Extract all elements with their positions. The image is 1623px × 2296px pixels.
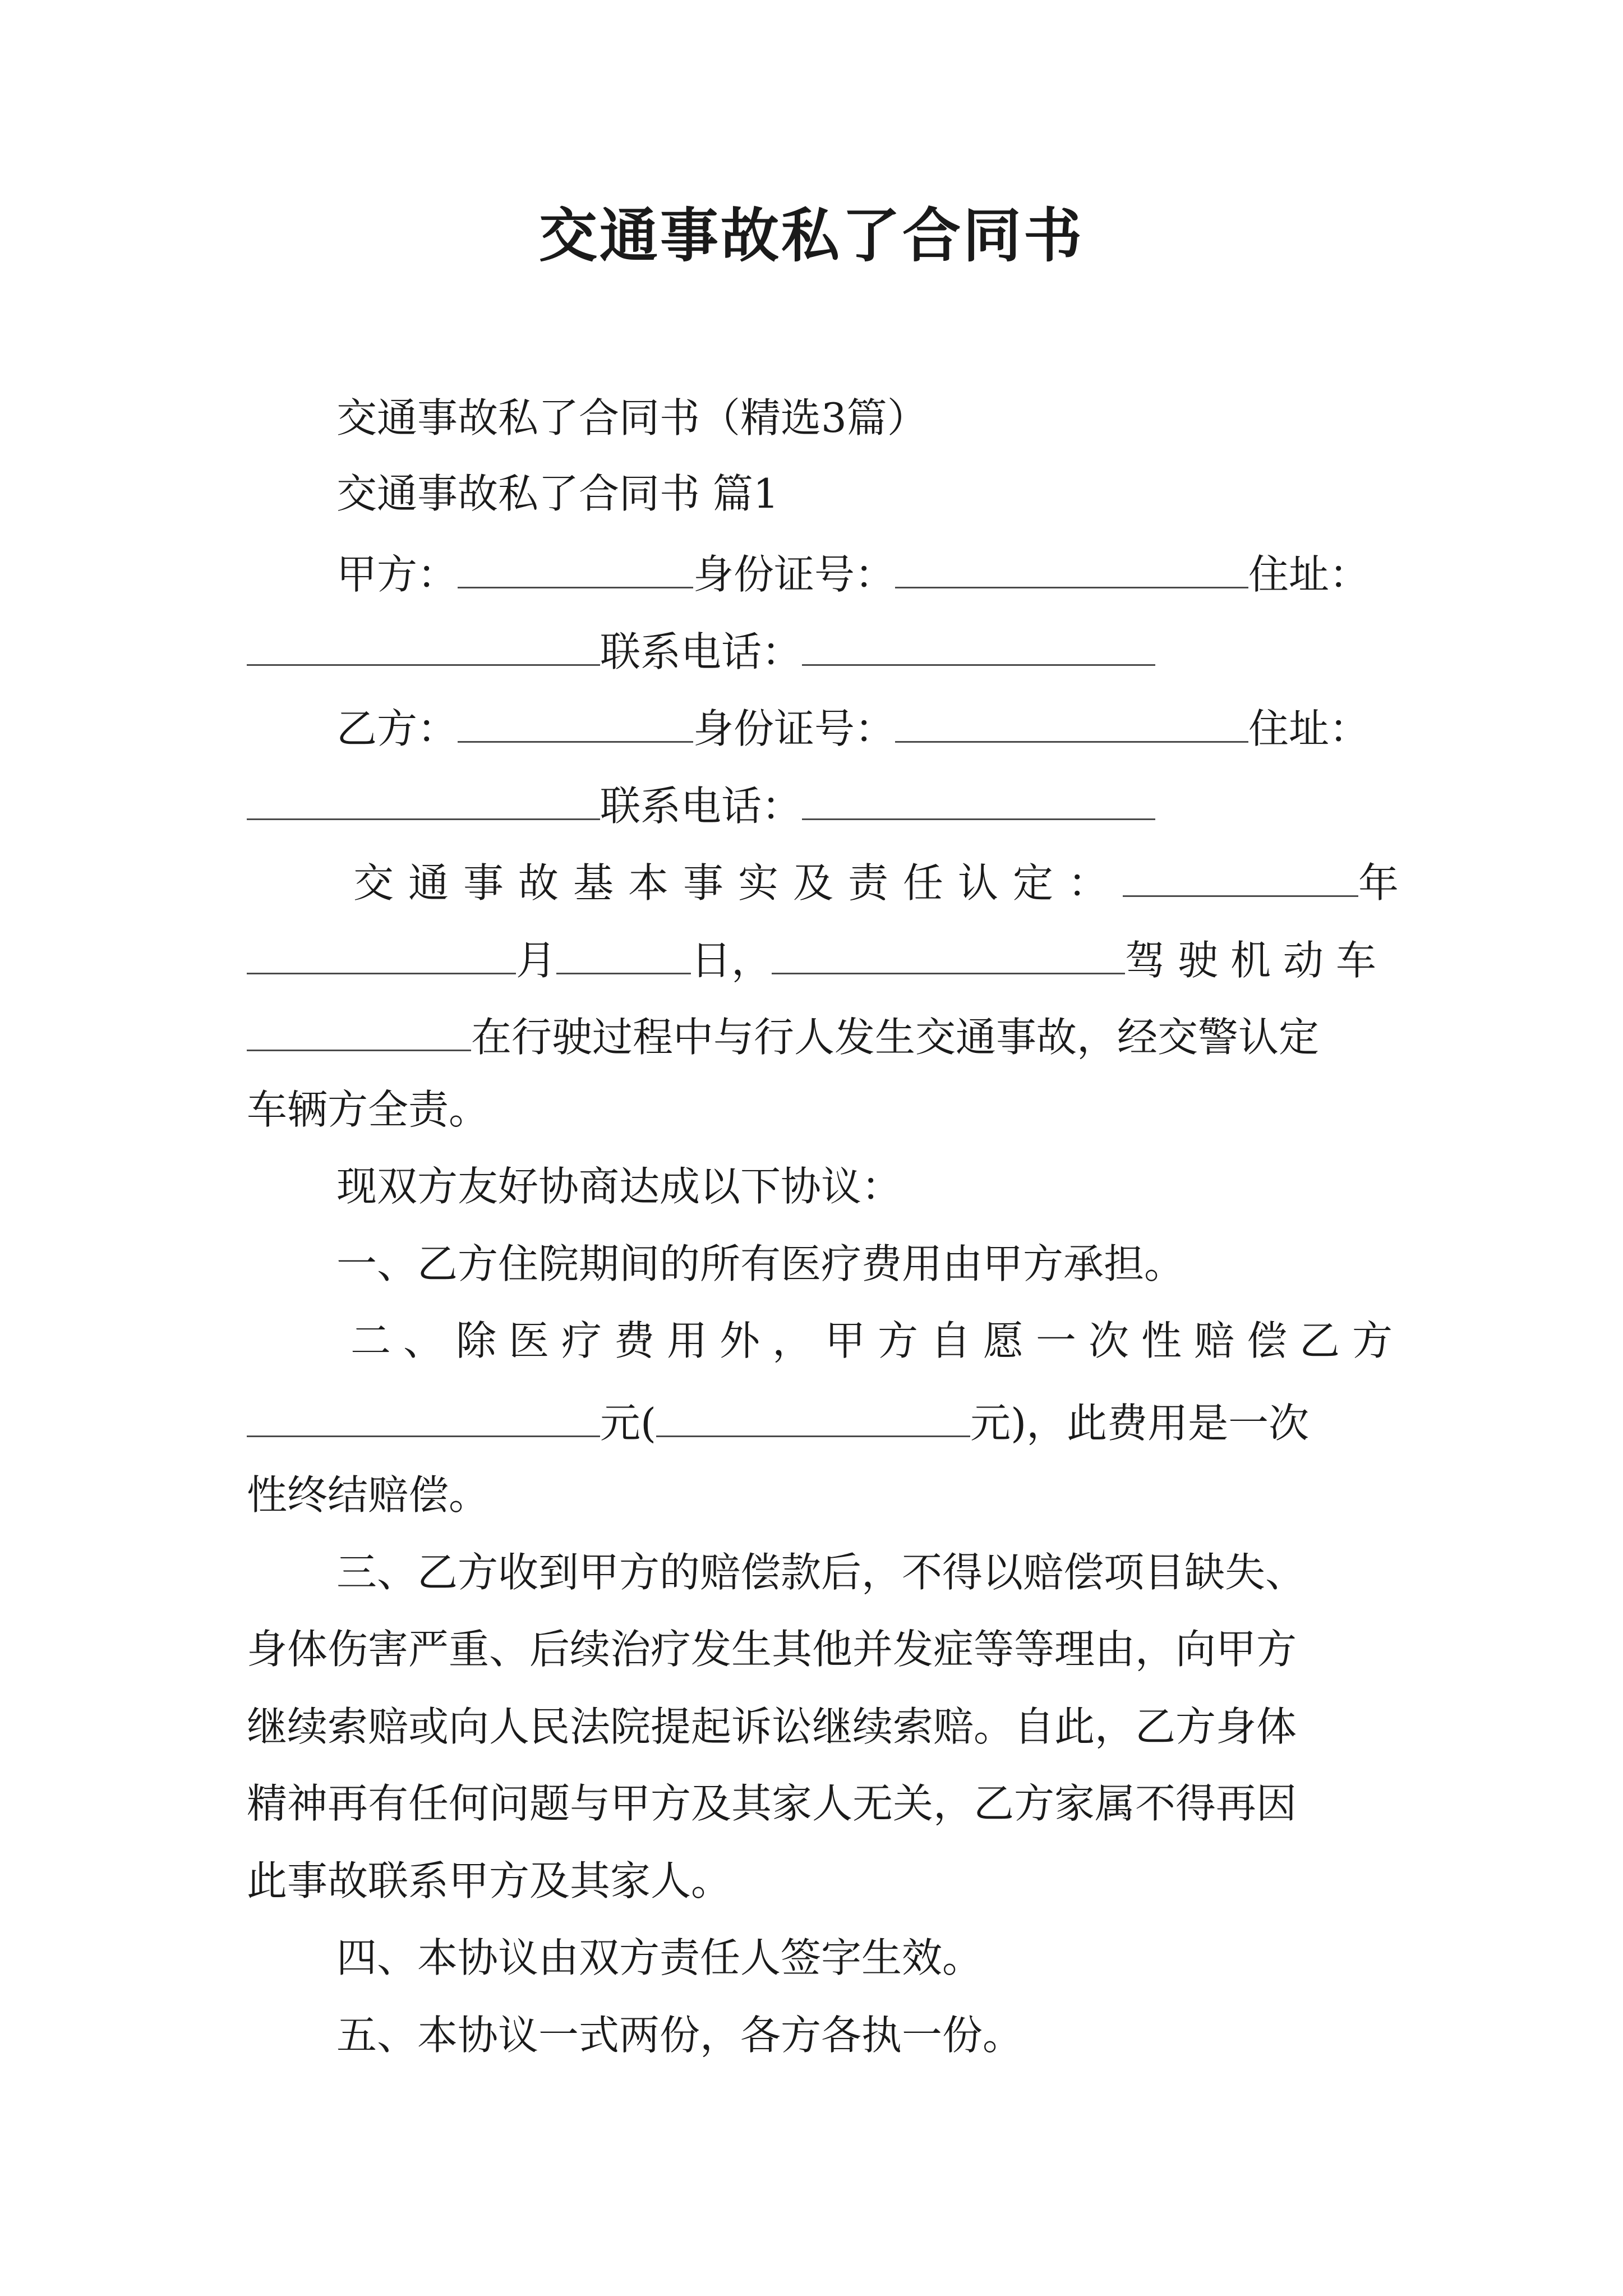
party-b-phone-blank[interactable]	[802, 776, 1155, 820]
facts-driver-blank[interactable]	[772, 930, 1125, 974]
party-a-name-blank[interactable]	[458, 544, 693, 588]
party-b-line-2	[247, 776, 1155, 831]
clause-3-line-5: 此事故联系甲方及其家人。	[247, 1857, 732, 1904]
clause-3-line-4: 精神再有任何问题与甲方及其家人无关，乙方家属不得再因	[247, 1780, 1297, 1827]
party-b-address-blank[interactable]	[247, 776, 600, 820]
agreement-intro: 现双方友好协商达成以下协议：	[336, 1163, 902, 1210]
facts-month-label: 月	[516, 937, 557, 984]
facts-day-label: 日，	[691, 937, 772, 984]
clause-2-amount-blank[interactable]	[247, 1393, 600, 1437]
party-a-label: 甲方：	[336, 551, 458, 598]
party-a-address-label: 住址：	[1248, 551, 1370, 598]
facts-label: 交通事故基本事实及责任认定：	[353, 859, 1123, 907]
party-b-label: 乙方：	[336, 705, 458, 752]
section-heading: 交通事故私了合同书 篇1	[336, 470, 779, 517]
facts-month-blank[interactable]	[247, 930, 516, 974]
facts-line-3-text: 在行驶过程中与行人发生交通事故，经交警认定	[471, 1014, 1320, 1061]
clause-2-line-1-text: 二、除医疗费用外，甲方自愿一次性赔偿乙方	[351, 1317, 1405, 1364]
party-b-id-blank[interactable]	[895, 698, 1248, 743]
facts-line-1	[353, 853, 1399, 908]
clause-2-yuan-close: 元)，此费用是一次	[970, 1400, 1310, 1447]
party-b-name-blank[interactable]	[458, 698, 693, 743]
party-b-address-label: 住址：	[1248, 705, 1370, 752]
facts-line-3	[247, 1007, 1319, 1062]
clause-2-line-3: 性终结赔偿。	[247, 1471, 490, 1519]
clause-3-line-1: 三、乙方收到甲方的赔偿款后，不得以赔偿项目缺失、	[336, 1549, 1306, 1596]
party-a-id-blank[interactable]	[895, 544, 1248, 588]
clause-3-line-2: 身体伤害严重、后续治疗发生其他并发症等等理由，向甲方	[247, 1626, 1297, 1673]
facts-line-2	[247, 930, 1389, 986]
clause-2-amount-words-blank[interactable]	[656, 1393, 970, 1437]
party-a-phone-label: 联系电话：	[600, 628, 803, 675]
clause-2-line-2	[247, 1393, 1309, 1448]
facts-year-label: 年	[1358, 859, 1399, 907]
facts-line-4: 车辆方全责。	[247, 1086, 490, 1133]
clause-4: 四、本协议由双方责任人签字生效。	[336, 1934, 983, 1981]
party-a-line-2	[247, 622, 1155, 677]
document-title: 交通事故私了合同书	[538, 201, 1084, 270]
clause-2-line-1	[351, 1315, 1405, 1366]
party-a-line-1	[336, 544, 1370, 600]
facts-day-blank[interactable]	[556, 930, 691, 974]
clause-3-line-3: 继续索赔或向人民法院提起诉讼继续索赔。自此，乙方身体	[247, 1703, 1297, 1750]
party-b-phone-label: 联系电话：	[600, 783, 803, 830]
facts-drive-label: 驾驶机动车	[1125, 937, 1389, 984]
clause-1: 一、乙方住院期间的所有医疗费用由甲方承担。	[336, 1240, 1185, 1287]
party-b-line-1	[336, 698, 1370, 754]
party-a-phone-blank[interactable]	[802, 622, 1155, 666]
party-b-id-label: 身份证号：	[693, 705, 896, 752]
clause-5: 五、本协议一式两份，各方各执一份。	[336, 2012, 1023, 2059]
clause-2-yuan: 元(	[600, 1400, 657, 1447]
subtitle: 交通事故私了合同书（精选3篇）	[336, 394, 928, 441]
facts-year-blank[interactable]	[1123, 853, 1358, 897]
party-a-address-blank[interactable]	[247, 622, 600, 666]
facts-vehicle-blank[interactable]	[247, 1007, 471, 1051]
party-a-id-label: 身份证号：	[693, 551, 896, 598]
